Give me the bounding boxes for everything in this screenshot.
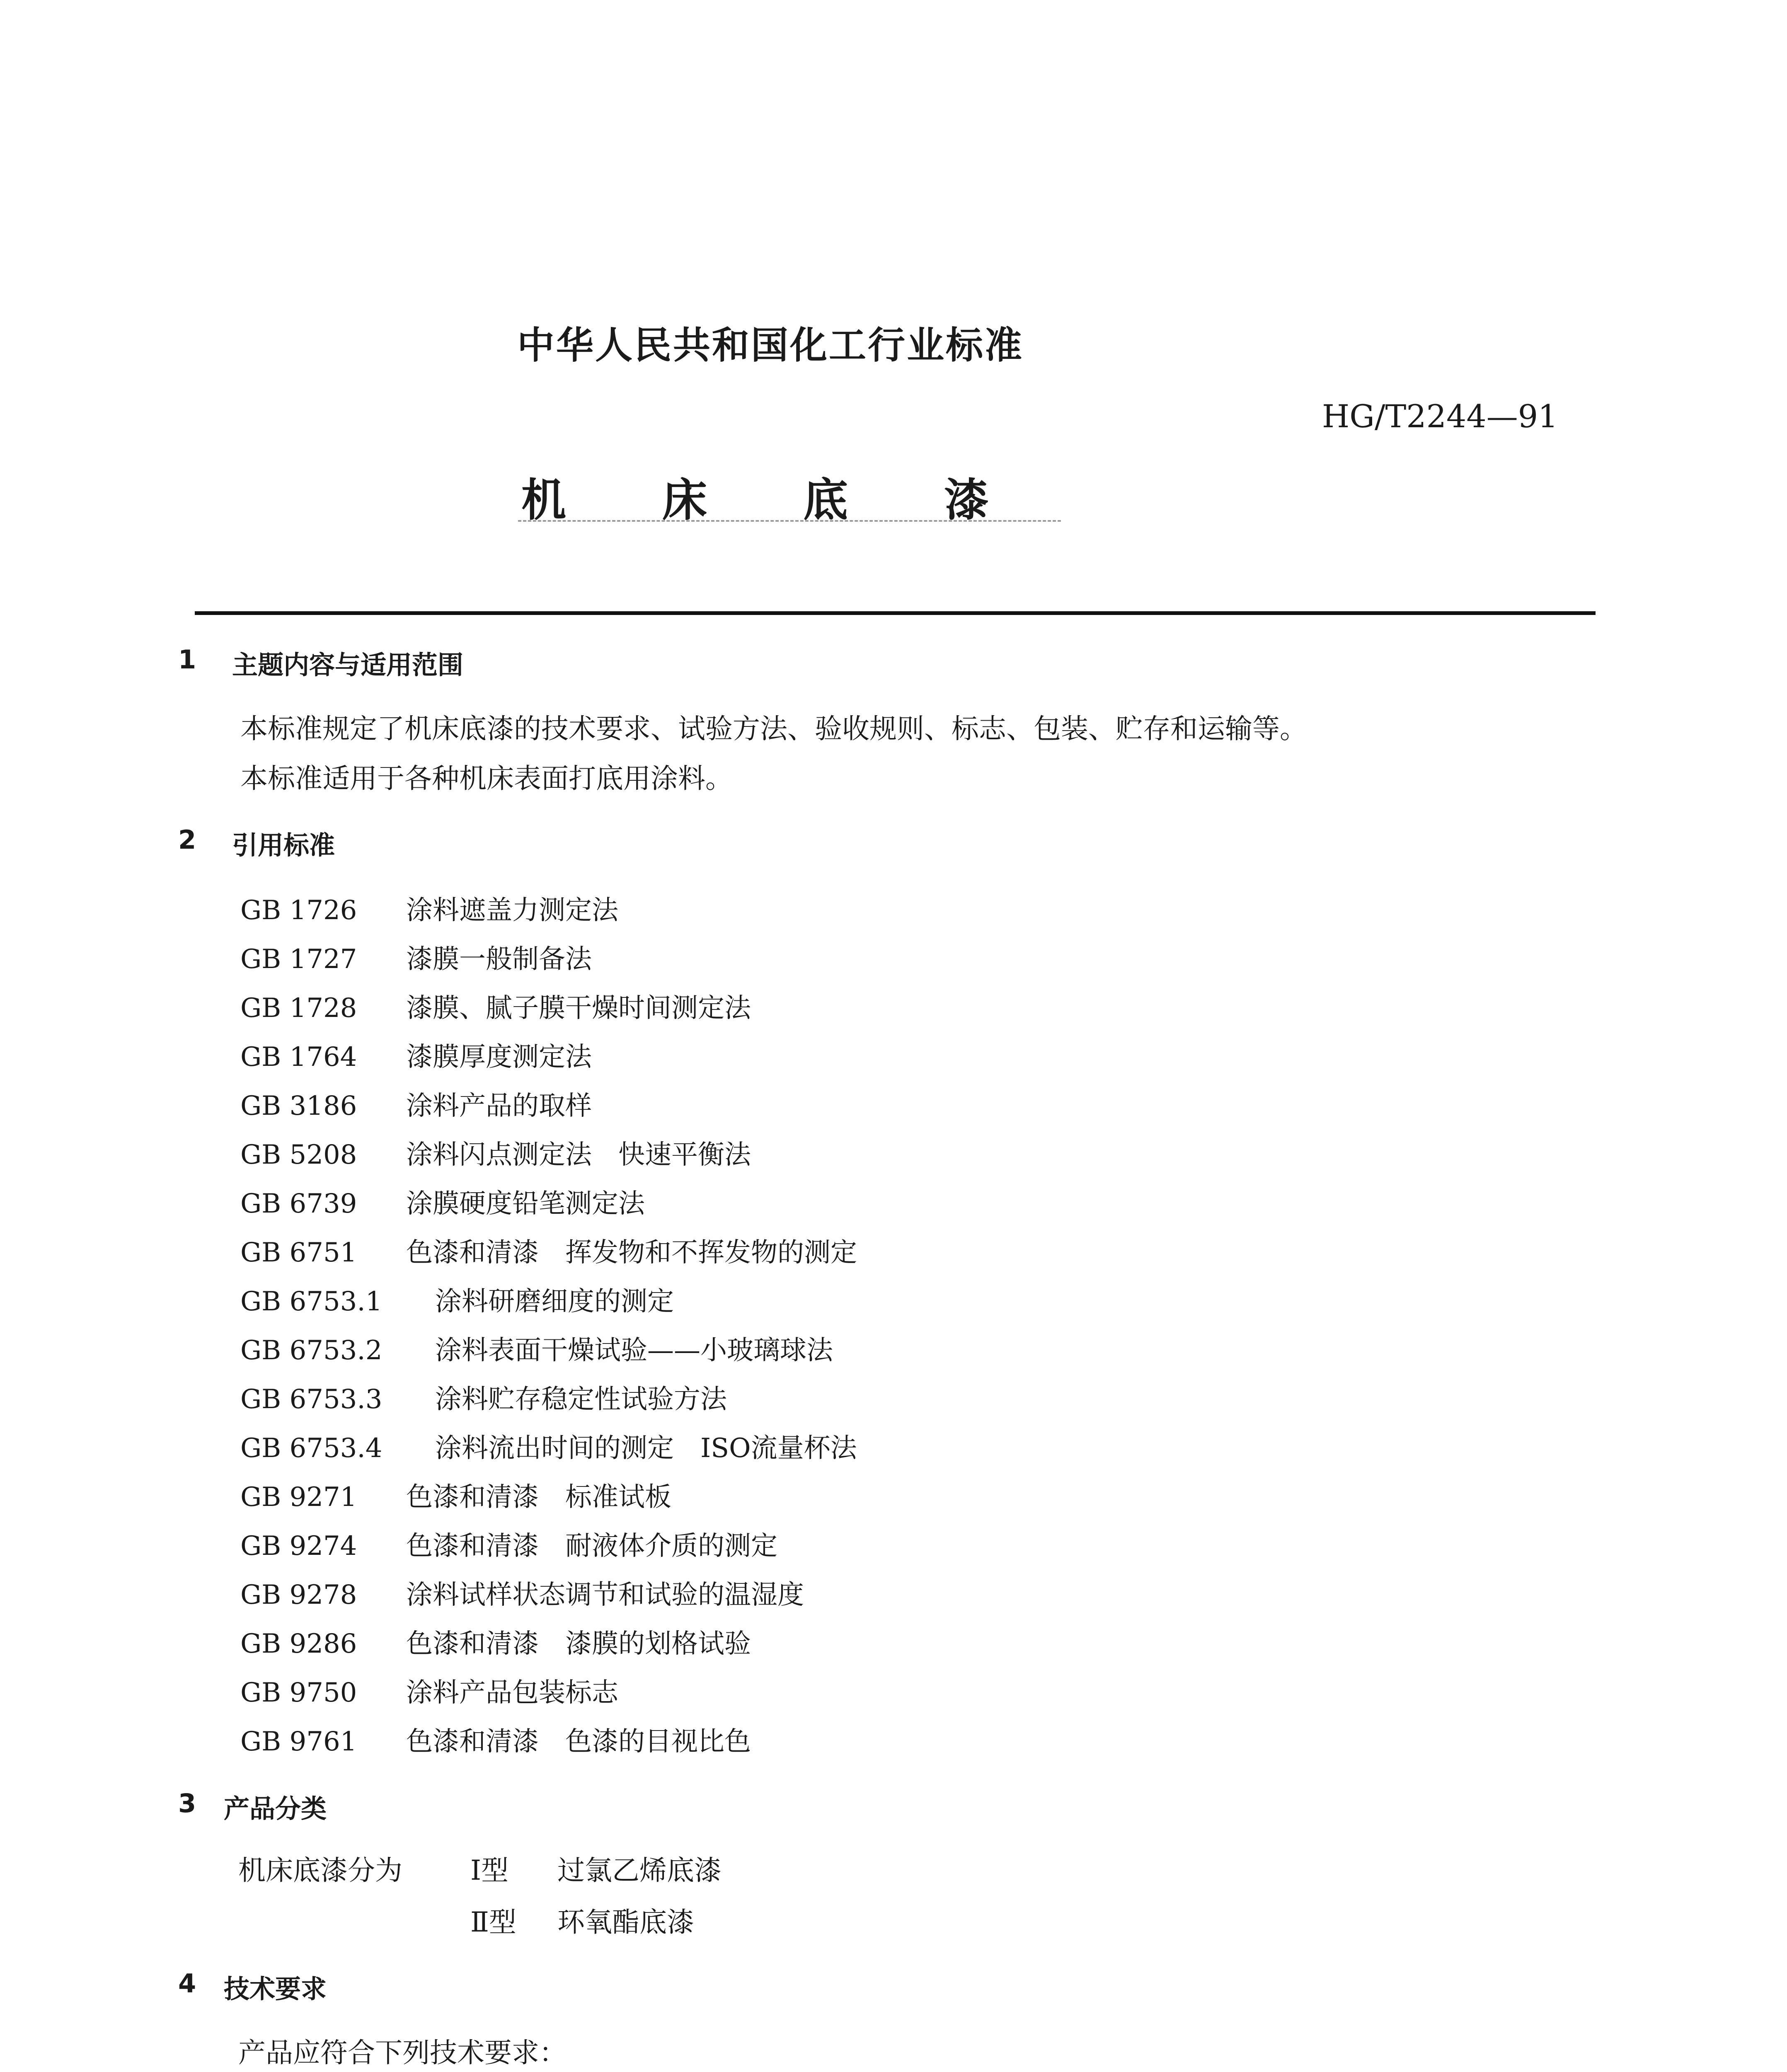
reference-item [240,987,751,1028]
section-1-title: 主题内容与适用范围 [232,650,464,680]
section-3-number: 3 [178,1788,196,1818]
reference-code: GB 1764 [240,1042,357,1072]
section-4-number: 4 [178,1968,196,1999]
reference-code: GB 1728 [240,993,357,1024]
title-underline [518,520,1061,522]
reference-name: 漆膜、腻子膜干燥时间测定法 [406,993,751,1024]
reference-code: GB 6753.1 [240,1286,383,1317]
reference-code: GB 6751 [240,1237,357,1268]
reference-code: GB 6753.4 [240,1433,383,1464]
section-4-title: 技术要求 [224,1974,327,2004]
reference-name: 色漆和清漆 漆膜的划格试验 [406,1629,751,1659]
reference-item [240,1036,592,1077]
reference-name: 涂膜硬度铅笔测定法 [406,1188,645,1219]
document-title-char: 底 [803,474,848,526]
reference-name: 涂料闪点测定法 快速平衡法 [406,1140,751,1170]
reference-item [240,1427,857,1468]
reference-item [240,1720,751,1762]
reference-name: 涂料产品包装标志 [406,1677,618,1708]
reference-item [240,1476,671,1517]
reference-name: 涂料表面干燥试验——小玻璃球法 [435,1335,833,1366]
reference-code: GB 9286 [240,1629,357,1659]
reference-name: 色漆和清漆 标准试板 [406,1482,671,1513]
reference-item [240,1182,645,1224]
reference-name: 涂料遮盖力测定法 [406,895,618,926]
document-title [521,464,1085,528]
product-classification-lead: 机床底漆分为 [238,1854,402,1886]
reference-name: 涂料流出时间的测定 ISO流量杯法 [435,1433,857,1464]
reference-name: 色漆和清漆 耐液体介质的测定 [406,1531,777,1561]
reference-name: 涂料试样状态调节和试验的温湿度 [406,1580,804,1610]
reference-name: 涂料研磨细度的测定 [435,1286,674,1317]
section-3-title: 产品分类 [224,1794,327,1824]
section-1-paragraph: 本标准适用于各种机床表面打底用涂料。 [240,762,733,794]
reference-item [240,1084,592,1126]
reference-item [240,1329,833,1370]
reference-code: GB 5208 [240,1140,357,1170]
standard-category-title: 中华人民共和国化工行业标准 [517,324,1024,367]
section-2-number: 2 [178,825,196,855]
reference-code: GB 9271 [240,1482,357,1513]
document-title-char: 床 [662,474,707,526]
reference-name: 涂料产品的取样 [406,1091,592,1121]
reference-code: GB 1727 [240,944,357,975]
reference-item [240,1231,857,1273]
reference-code: GB 9274 [240,1531,357,1561]
reference-name: 色漆和清漆 色漆的目视比色 [406,1726,751,1757]
reference-item [240,889,618,930]
reference-code: GB 3186 [240,1091,357,1121]
section-1-paragraph: 本标准规定了机床底漆的技术要求、试验方法、验收规则、标志、包装、贮存和运输等。 [240,713,1307,745]
product-type-label: Ⅰ型 [470,1854,509,1886]
reference-code: GB 9278 [240,1580,357,1610]
reference-name: 涂料贮存稳定性试验方法 [435,1384,727,1415]
reference-item [240,1280,674,1322]
reference-code: GB 6753.3 [240,1384,383,1415]
product-type-label: Ⅱ型 [470,1906,516,1938]
document-title-char: 机 [521,474,567,526]
standard-code: HG/T2244—91 [1322,398,1558,435]
reference-name: 漆膜厚度测定法 [406,1042,592,1072]
reference-item [240,1573,804,1615]
product-type-name: 过氯乙烯底漆 [557,1854,722,1886]
reference-code: GB 9761 [240,1726,357,1757]
reference-code: GB 1726 [240,895,357,926]
reference-code: GB 6753.2 [240,1335,383,1366]
document-title-char: 漆 [944,474,989,526]
reference-name: 色漆和清漆 挥发物和不挥发物的测定 [406,1237,857,1268]
reference-item [240,1525,777,1566]
reference-item [240,1378,727,1419]
section-1-number: 1 [178,644,196,675]
reference-code: GB 6739 [240,1188,357,1219]
reference-item [240,1622,751,1664]
product-type-name: 环氧酯底漆 [557,1906,694,1938]
section-4-paragraph: 产品应符合下列技术要求： [238,2037,567,2069]
reference-item [240,1133,751,1175]
reference-item [240,938,592,979]
reference-name: 漆膜一般制备法 [406,944,592,975]
reference-code: GB 9750 [240,1677,357,1708]
section-2-title: 引用标准 [232,830,335,860]
reference-item [240,1671,618,1713]
header-rule [195,611,1596,615]
